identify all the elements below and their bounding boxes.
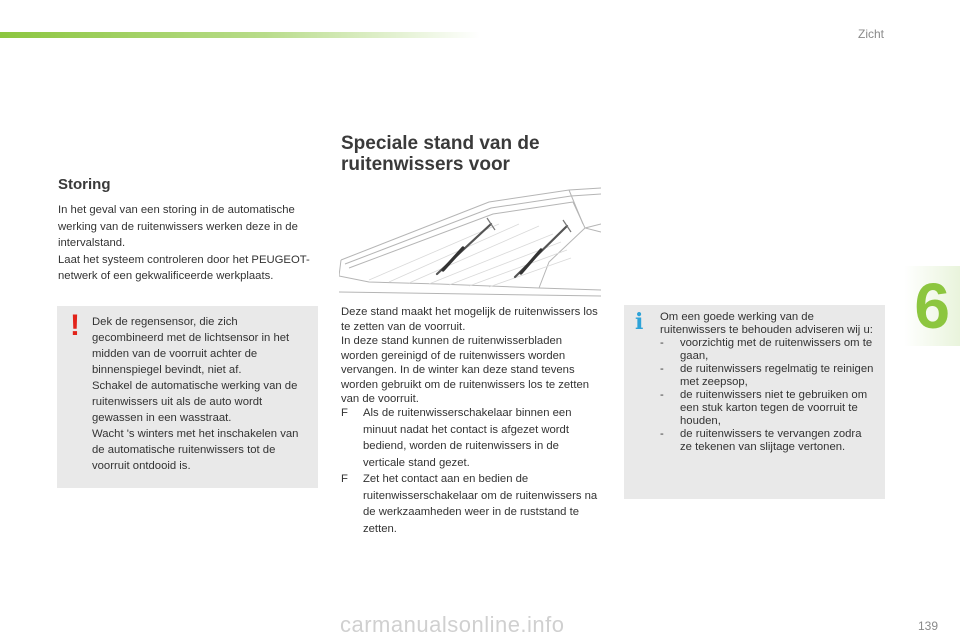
list-item <box>341 471 599 537</box>
warning-paragraph: Wacht 's winters met het inschakelen van de automatische ruitenwissers tot de voorruit ontdooid is. <box>92 428 299 472</box>
bullet-icon: F <box>341 473 348 485</box>
chapter-number: 6 <box>914 270 950 342</box>
bullet-icon: F <box>341 407 348 419</box>
windscreen-wiper-illustration <box>339 184 601 298</box>
dash-mark: - <box>660 363 664 375</box>
watermark: carmanualsonline.info <box>340 612 565 637</box>
warning-icon: ! <box>70 309 80 342</box>
dash-mark: - <box>660 389 664 401</box>
warning-paragraph: Schakel de automatische werking van de ruitenwissers uit als de auto wordt gewassen in een wasstraat. <box>92 380 298 424</box>
info-text <box>660 311 875 454</box>
storing-heading: Storing <box>58 176 111 193</box>
info-icon: i <box>635 309 644 335</box>
info-intro: Om een goede werking van de ruitenwissers te behouden adviseren wij u: <box>660 311 873 336</box>
info-item-text: voorzichtig met de ruitenwissers om te gaan, <box>680 337 873 362</box>
warning-paragraph: Dek de regensensor, die zich gecombineerd met de lichtsensor in het midden van de voorruit achter de binnenspiegel bevindt, niet af. <box>92 316 290 376</box>
step-text: Als de ruitenwisserschakelaar binnen een minuut nadat het contact is afgezet wordt bediend, worden de ruitenwissers in de verticale stand gezet. <box>363 407 572 469</box>
dash-mark: - <box>660 428 664 440</box>
list-item <box>660 363 875 389</box>
list-item <box>660 389 875 428</box>
storing-paragraph: In het geval van een storing in de automatische werking van de ruitenwissers werken deze in de intervalstand. <box>58 204 298 249</box>
wiper-service-steps <box>341 405 599 537</box>
list-item <box>660 428 875 454</box>
info-list <box>660 337 875 454</box>
step-text: Zet het contact aan en bedien de ruitenwisserschakelaar om de ruitenwissers na de werkzaamheden weer in de ruststand te zetten. <box>363 473 598 535</box>
info-item-text: de ruitenwissers regelmatig te reinigen met zeepsop, <box>680 363 874 388</box>
info-item-text: de ruitenwissers niet te gebruiken om een stuk karton tegen de voorruit te houden, <box>680 389 868 427</box>
page-number: 139 <box>917 619 938 633</box>
list-item <box>660 337 875 363</box>
wiper-service-heading: Speciale stand van de ruitenwissers voor <box>341 133 540 175</box>
dash-mark: - <box>660 337 664 349</box>
storing-text <box>58 202 320 285</box>
warning-text <box>92 314 310 474</box>
storing-paragraph: Laat het systeem controleren door het PEUGEOT-netwerk of een gekwalificeerde werkplaats. <box>58 253 310 282</box>
wiper-service-paragraph: In deze stand kunnen de ruitenwisserbladen worden gereinigd of de ruitenwissers worden vervangen. In de winter kan deze stand tevens worden gebruikt om de ruitenwissers los te zetten van de voorruit. <box>341 335 590 405</box>
section-title: Zicht <box>857 27 884 41</box>
wiper-service-paragraph: Deze stand maakt het mogelijk de ruitenwissers los te zetten van de voorruit. <box>341 306 598 333</box>
info-item-text: de ruitenwissers te vervangen zodra ze tekenen van slijtage vertonen. <box>680 428 862 453</box>
header-accent-bar <box>0 32 480 38</box>
list-item <box>341 405 599 471</box>
wiper-service-text <box>341 305 599 407</box>
